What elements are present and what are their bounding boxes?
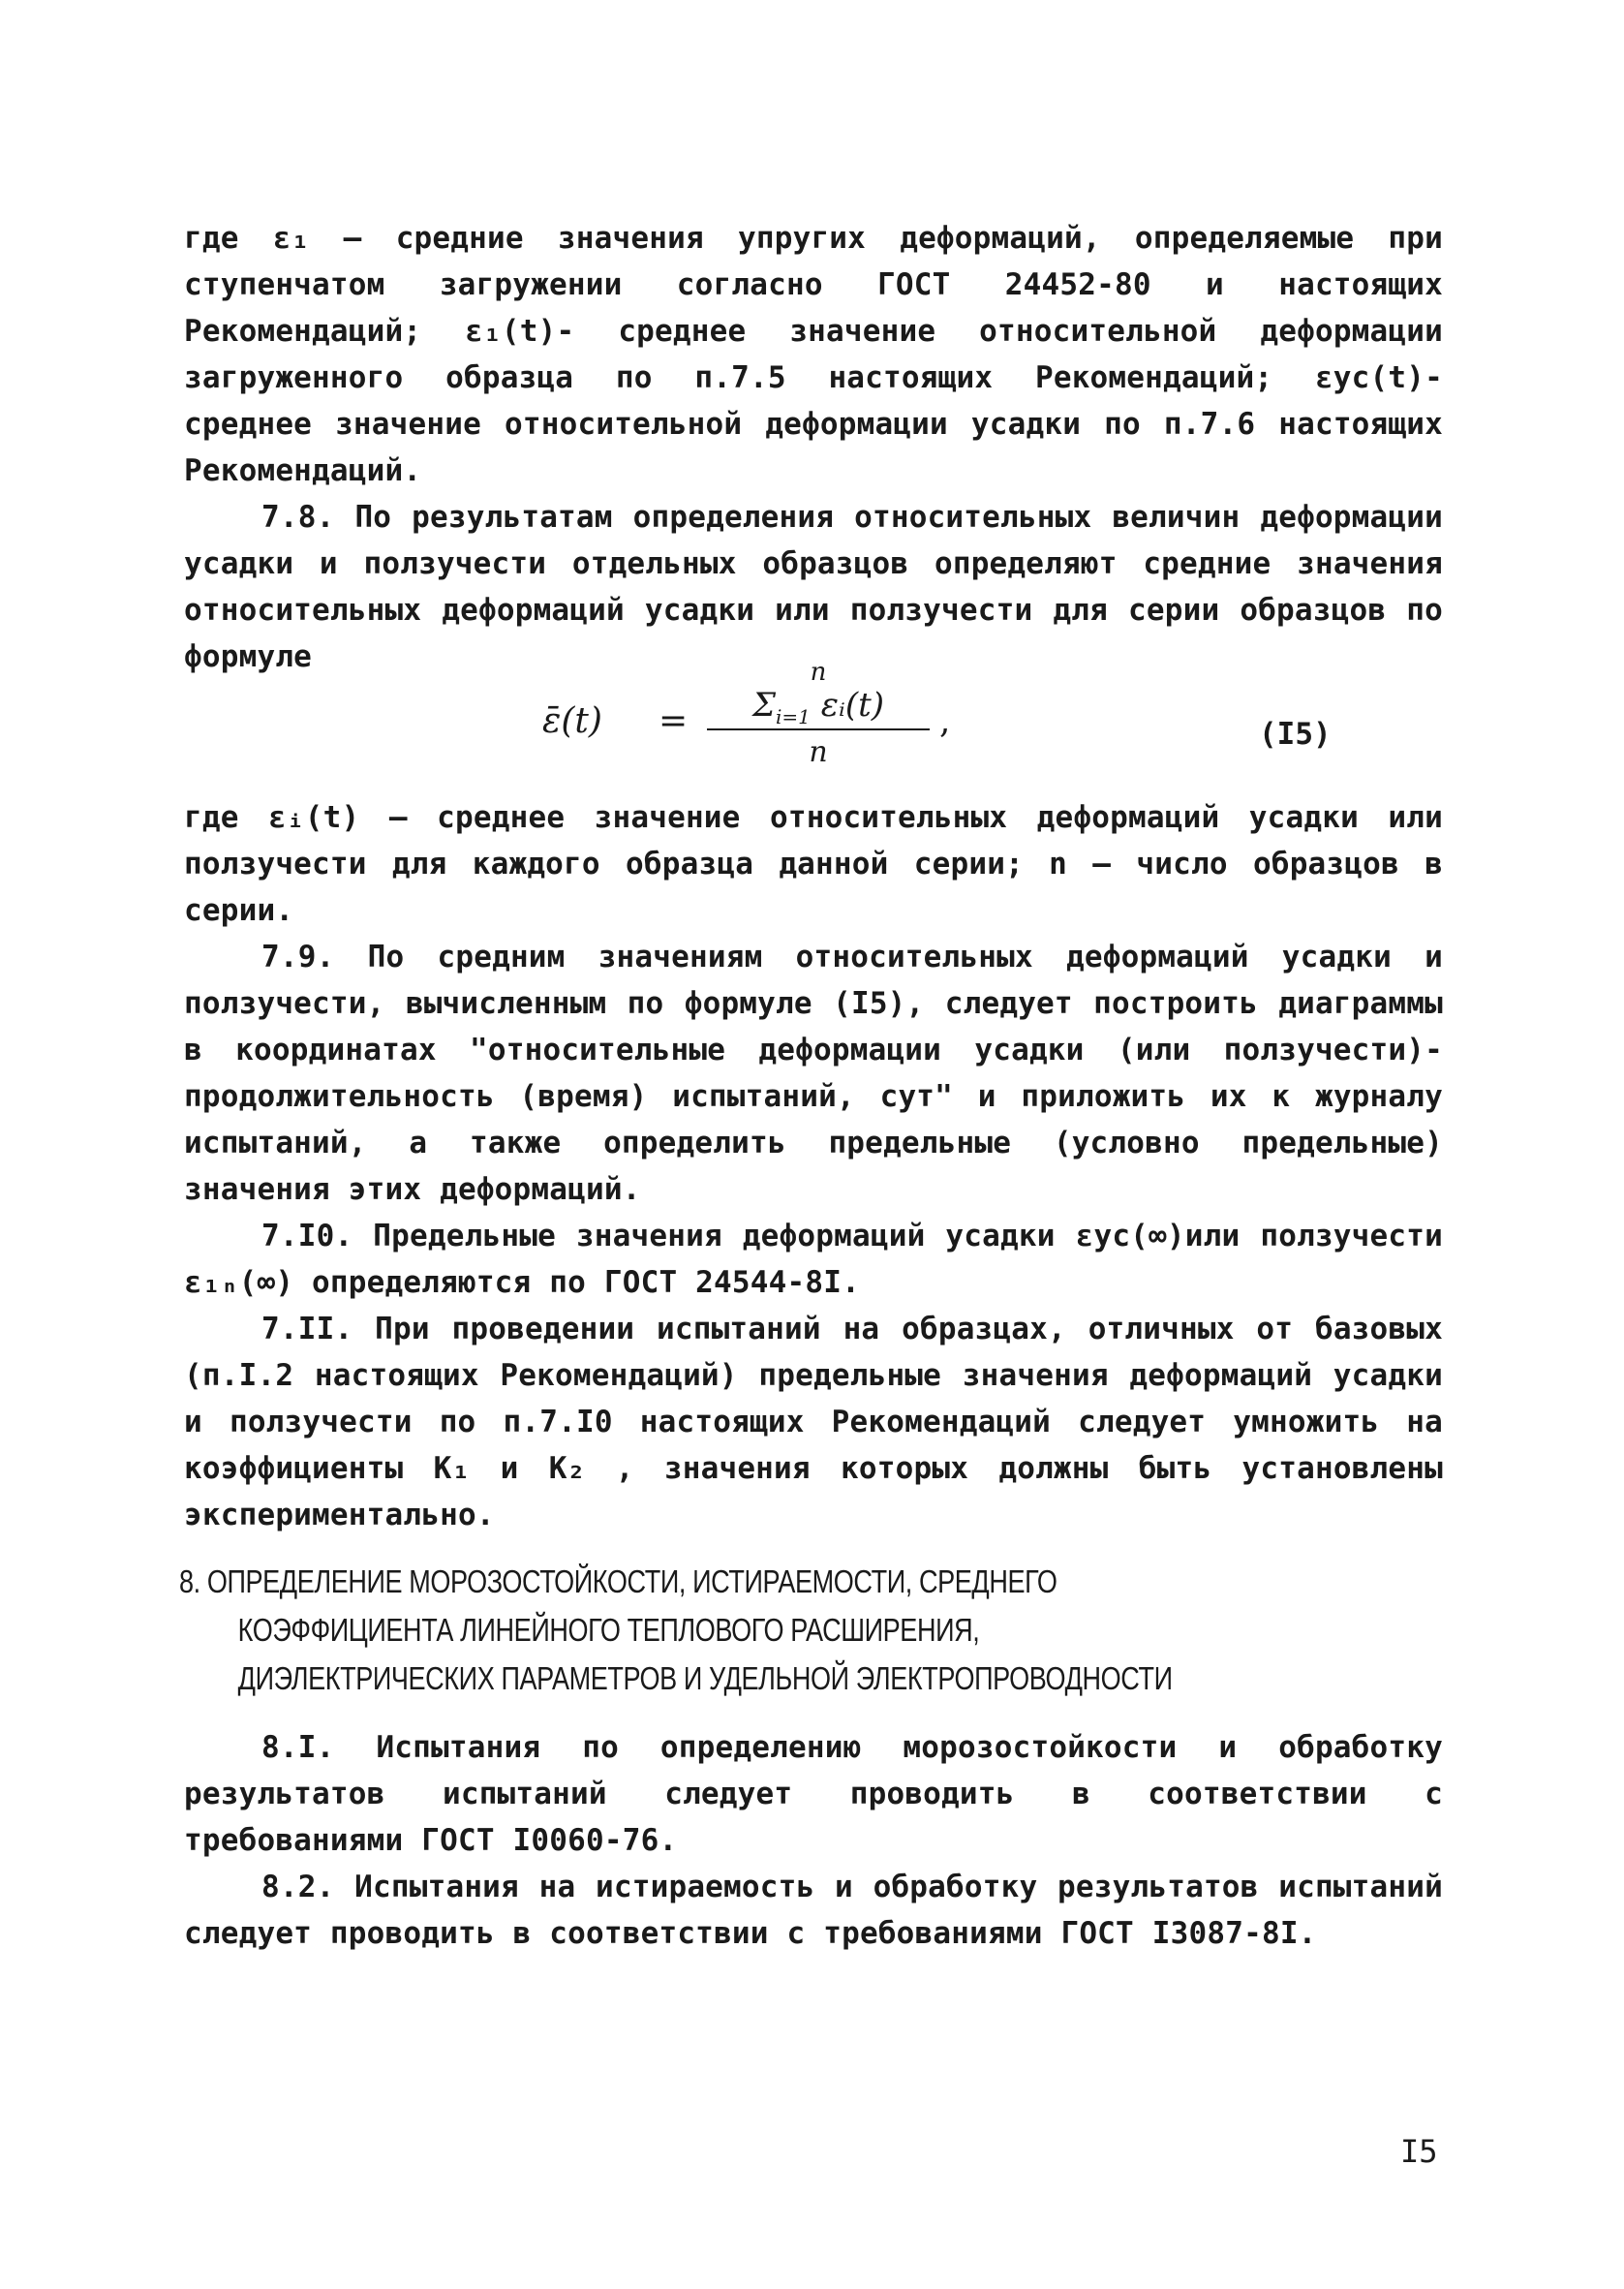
section-8-heading: [179, 1558, 1227, 1703]
text-block-top: [184, 215, 1443, 680]
fraction-bar: [707, 728, 930, 730]
sum-lower-limit: i=1: [776, 704, 811, 728]
paragraph-7-9: 7.9. По средним значениям относительных деформаций усадки и ползучести, вычисленным по формуле (I5), следует построить диаграммы в координатах "относительные деформации усадки (или ползучести)- продолжительность (время) испытаний, сут" и приложить их к журналу испытаний, а также определить предельные (условно предельные) значения этих деформаций.: [184, 940, 1443, 1207]
equation-number: (I5): [1259, 717, 1332, 752]
paragraph-8-2: 8.2. Испытания на истираемость и обработку результатов испытаний следует проводить в соответствии с требованиями ГОСТ I3087-8I.: [184, 1870, 1443, 1951]
heading-line-1: 8. ОПРЕДЕЛЕНИЕ МОРОЗОСТОЙКОСТИ, ИСТИРАЕМОСТИ, СРЕДНЕГО: [179, 1563, 1057, 1599]
page-number: I5: [1400, 2133, 1438, 2170]
text-block-middle: [184, 794, 1443, 1538]
sum-upper-limit: n: [810, 658, 827, 687]
heading-line-2: КОЭФФИЦИЕНТА ЛИНЕЙНОГО ТЕПЛОВОГО РАСШИРЕНИЯ,: [237, 1612, 980, 1648]
formula-fraction: [707, 659, 930, 769]
formula-denominator: n: [809, 735, 828, 769]
paragraph-8-1: 8.I. Испытания по определению морозостойкости и обработку результатов испытаний следует проводить в соответствии с требованиями ГОСТ I0060-76.: [184, 1730, 1443, 1858]
paragraph-where-definitions: где ε₁ – средние значения упругих деформаций, определяемые при ступенчатом загружении согласно ГОСТ 24452-80 и настоящих Рекомендаций; ε₁(t)- среднее значение относительной деформации загруженного образца по п.7.5 настоящих Рекомендаций; εус(t)- среднее значение относительной деформации усадки по п.7.6 настоящих Рекомендаций.: [184, 221, 1443, 488]
paragraph-where-ei: где εᵢ(t) – среднее значение относительных деформаций усадки или ползучести для каждого образца данной серии; n – число образцов в серии.: [184, 800, 1443, 928]
paragraph-7-11: 7.II. При проведении испытаний на образцах, отличных от базовых (п.I.2 настоящих Рекомендаций) предельные значения деформаций усадки и ползучести по п.7.I0 настоящих Рекомендаций следует умножить на коэффициенты K₁ и K₂ , значения которых должны быть установлены экспериментально.: [184, 1312, 1443, 1532]
formula-numerator: [707, 686, 930, 728]
formula-lhs: ε̄(t): [542, 701, 602, 741]
formula-comma: ,: [939, 701, 951, 741]
sum-term: εᵢ(t): [820, 686, 885, 725]
paragraph-7-8: 7.8. По результатам определения относительных величин деформации усадки и ползучести отдельных образцов определяют средние значения относительных деформаций усадки или ползучести для серии образцов по формуле: [184, 500, 1443, 674]
sum-sign: Σ: [751, 686, 777, 725]
formula-equals: =: [659, 701, 689, 741]
text-block-bottom: [184, 1724, 1443, 1957]
heading-line-3: ДИЭЛЕКТРИЧЕСКИХ ПАРАМЕТРОВ И УДЕЛЬНОЙ ЭЛЕКТРОПРОВОДНОСТИ: [237, 1660, 1173, 1696]
paragraph-7-10: 7.I0. Предельные значения деформаций усадки εус(∞)или ползучести ε₁ₙ(∞) определяются по ГОСТ 24544-8I.: [184, 1219, 1443, 1300]
formula-15: [523, 659, 1298, 794]
